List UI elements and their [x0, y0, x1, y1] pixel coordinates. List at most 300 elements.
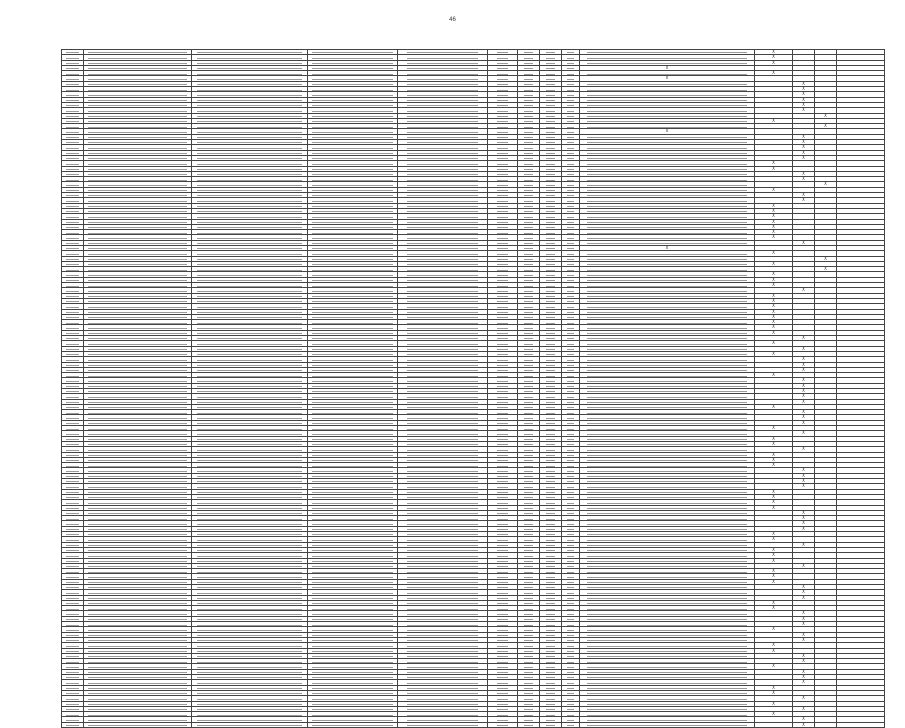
illegible-text: [587, 291, 747, 292]
illegible-text: [407, 164, 478, 165]
illegible-text: [312, 709, 394, 710]
illegible-text: [524, 137, 532, 138]
illegible-text: [66, 640, 79, 641]
illegible-text: [524, 153, 532, 154]
illegible-text: [66, 376, 79, 377]
illegible-text: [567, 534, 574, 535]
illegible-text: [497, 529, 509, 530]
illegible-text: [546, 222, 554, 223]
check-mark: X: [793, 595, 815, 600]
illegible-text: [587, 418, 747, 419]
illegible-text: [546, 264, 554, 265]
illegible-text: [88, 286, 186, 287]
illegible-text: [312, 397, 394, 398]
check-mark: X: [793, 87, 815, 92]
illegible-text: [587, 275, 747, 276]
illegible-text: [546, 328, 554, 329]
illegible-text: [197, 513, 303, 514]
illegible-text: [567, 333, 574, 334]
illegible-text: [524, 598, 532, 599]
illegible-text: [546, 238, 554, 239]
illegible-text: [587, 413, 747, 414]
illegible-text: [567, 587, 574, 588]
illegible-text: [407, 582, 478, 583]
illegible-text: [407, 211, 478, 212]
illegible-text: [407, 195, 478, 196]
illegible-text: [66, 227, 79, 228]
illegible-text: [88, 169, 186, 170]
illegible-text: [312, 693, 394, 694]
illegible-text: [524, 704, 532, 705]
illegible-text: [567, 725, 574, 726]
check-mark: X: [793, 473, 815, 478]
illegible-text: [88, 74, 186, 75]
illegible-text: [197, 407, 303, 408]
illegible-text: [407, 227, 478, 228]
check-mark: X: [755, 272, 793, 277]
illegible-text: [524, 413, 532, 414]
illegible-text: [88, 116, 186, 117]
illegible-text: [66, 174, 79, 175]
illegible-text: [524, 376, 532, 377]
illegible-text: [587, 254, 747, 255]
illegible-text: [567, 270, 574, 271]
illegible-text: [197, 466, 303, 467]
illegible-text: [567, 635, 574, 636]
illegible-text: [497, 132, 509, 133]
illegible-text: [197, 174, 303, 175]
illegible-text: [524, 677, 532, 678]
illegible-text: [587, 709, 747, 710]
illegible-text: [587, 667, 747, 668]
illegible-text: [587, 100, 747, 101]
illegible-text: [524, 84, 532, 85]
illegible-text: [197, 227, 303, 228]
check-mark: X: [793, 622, 815, 627]
illegible-text: [546, 280, 554, 281]
illegible-text: [546, 434, 554, 435]
illegible-text: [567, 444, 574, 445]
illegible-text: [587, 439, 747, 440]
illegible-text: [197, 275, 303, 276]
illegible-text: [407, 148, 478, 149]
illegible-text: [497, 540, 509, 541]
illegible-text: [497, 423, 509, 424]
illegible-text: [312, 227, 394, 228]
illegible-text: [88, 354, 186, 355]
illegible-text: [197, 492, 303, 493]
illegible-text: [587, 174, 747, 175]
illegible-text: [312, 704, 394, 705]
table-cell: [488, 722, 518, 727]
illegible-text: [567, 105, 574, 106]
illegible-text: [497, 174, 509, 175]
illegible-text: [66, 365, 79, 366]
illegible-text: [567, 58, 574, 59]
illegible-text: [567, 466, 574, 467]
illegible-text: [66, 275, 79, 276]
illegible-text: [524, 386, 532, 387]
illegible-text: [407, 672, 478, 673]
check-mark: X: [793, 680, 815, 685]
illegible-text: [497, 609, 509, 610]
illegible-text: [567, 386, 574, 387]
illegible-text: [567, 662, 574, 663]
illegible-text: [197, 201, 303, 202]
illegible-text: [546, 286, 554, 287]
illegible-text: [524, 243, 532, 244]
check-mark: X: [755, 463, 793, 468]
illegible-text: [312, 280, 394, 281]
illegible-text: [546, 566, 554, 567]
illegible-text: [497, 492, 509, 493]
illegible-text: [497, 646, 509, 647]
illegible-text: [407, 481, 478, 482]
illegible-text: [312, 391, 394, 392]
illegible-text: [587, 227, 747, 228]
illegible-text: [546, 439, 554, 440]
illegible-text: [197, 444, 303, 445]
illegible-text: [497, 328, 509, 329]
illegible-text: [497, 561, 509, 562]
illegible-text: [546, 481, 554, 482]
illegible-text: [312, 646, 394, 647]
illegible-text: [197, 630, 303, 631]
illegible-text: [567, 148, 574, 149]
illegible-text: [88, 222, 186, 223]
illegible-text: [524, 603, 532, 604]
illegible-text: [407, 127, 478, 128]
illegible-text: [312, 354, 394, 355]
illegible-text: [567, 63, 574, 64]
illegible-text: [312, 455, 394, 456]
illegible-text: [88, 323, 186, 324]
illegible-text: [407, 667, 478, 668]
illegible-text: [567, 206, 574, 207]
illegible-text: [524, 460, 532, 461]
illegible-text: [66, 630, 79, 631]
illegible-text: [567, 217, 574, 218]
illegible-text: [312, 407, 394, 408]
illegible-text: [407, 635, 478, 636]
check-mark: X: [793, 346, 815, 351]
illegible-text: [312, 195, 394, 196]
illegible-text: [524, 201, 532, 202]
illegible-text: [567, 381, 574, 382]
illegible-text: [312, 79, 394, 80]
illegible-text: [587, 121, 747, 122]
illegible-text: [197, 317, 303, 318]
illegible-text: [546, 397, 554, 398]
illegible-text: [66, 360, 79, 361]
illegible-text: [88, 550, 186, 551]
illegible-text: [88, 84, 186, 85]
illegible-text: [546, 513, 554, 514]
illegible-text: [312, 286, 394, 287]
table-cell: [562, 722, 580, 727]
illegible-text: [497, 598, 509, 599]
check-mark: X: [755, 314, 793, 319]
illegible-text: [524, 148, 532, 149]
illegible-text: [524, 95, 532, 96]
check-mark: X: [793, 542, 815, 547]
illegible-text: [546, 519, 554, 520]
illegible-text: [197, 439, 303, 440]
illegible-text: [546, 74, 554, 75]
illegible-text: [524, 709, 532, 710]
illegible-text: [524, 587, 532, 588]
illegible-text: [88, 704, 186, 705]
illegible-text: [88, 195, 186, 196]
illegible-text: [312, 715, 394, 716]
illegible-text: [524, 492, 532, 493]
illegible-text: [587, 492, 747, 493]
illegible-text: [546, 180, 554, 181]
illegible-text: [587, 95, 747, 96]
check-mark: X: [580, 76, 755, 81]
illegible-text: [88, 142, 186, 143]
illegible-text: [497, 74, 509, 75]
illegible-text: [587, 688, 747, 689]
illegible-text: [312, 349, 394, 350]
illegible-text: [524, 720, 532, 721]
check-mark: X: [755, 547, 793, 552]
illegible-text: [497, 625, 509, 626]
illegible-text: [312, 386, 394, 387]
illegible-text: [312, 439, 394, 440]
illegible-text: [197, 572, 303, 573]
illegible-text: [88, 529, 186, 530]
illegible-text: [567, 317, 574, 318]
illegible-text: [197, 603, 303, 604]
illegible-text: [567, 127, 574, 128]
illegible-text: [567, 90, 574, 91]
illegible-text: [312, 169, 394, 170]
illegible-text: [66, 84, 79, 85]
illegible-text: [197, 529, 303, 530]
illegible-text: [546, 349, 554, 350]
illegible-text: [66, 423, 79, 424]
illegible-text: [567, 95, 574, 96]
illegible-text: [497, 275, 509, 276]
illegible-text: [587, 127, 747, 128]
check-mark: X: [793, 669, 815, 674]
illegible-text: [587, 190, 747, 191]
illegible-text: [312, 190, 394, 191]
illegible-text: [567, 672, 574, 673]
illegible-text: [524, 370, 532, 371]
illegible-text: [66, 434, 79, 435]
check-mark: X: [793, 484, 815, 489]
illegible-text: [497, 307, 509, 308]
illegible-text: [197, 524, 303, 525]
illegible-text: [407, 121, 478, 122]
illegible-text: [88, 328, 186, 329]
illegible-text: [567, 142, 574, 143]
illegible-text: [407, 259, 478, 260]
illegible-text: [66, 158, 79, 159]
illegible-text: [312, 222, 394, 223]
illegible-text: [546, 190, 554, 191]
illegible-text: [88, 201, 186, 202]
illegible-text: [312, 598, 394, 599]
table-cell: [308, 722, 398, 727]
illegible-text: [567, 201, 574, 202]
illegible-text: [497, 211, 509, 212]
illegible-text: [88, 238, 186, 239]
illegible-text: [407, 402, 478, 403]
illegible-text: [524, 593, 532, 594]
illegible-text: [567, 222, 574, 223]
illegible-text: [567, 100, 574, 101]
illegible-text: [197, 354, 303, 355]
illegible-text: [567, 556, 574, 557]
illegible-text: [312, 640, 394, 641]
illegible-text: [312, 508, 394, 509]
check-mark: X: [755, 606, 793, 611]
illegible-text: [587, 180, 747, 181]
illegible-text: [66, 391, 79, 392]
illegible-text: [497, 476, 509, 477]
illegible-text: [407, 254, 478, 255]
illegible-text: [497, 227, 509, 228]
illegible-text: [524, 508, 532, 509]
illegible-text: [546, 662, 554, 663]
check-mark: X: [755, 351, 793, 356]
illegible-text: [587, 603, 747, 604]
illegible-text: [497, 142, 509, 143]
illegible-text: [587, 307, 747, 308]
illegible-text: [66, 476, 79, 477]
illegible-text: [407, 116, 478, 117]
check-mark: X: [755, 489, 793, 494]
illegible-text: [567, 275, 574, 276]
illegible-text: [546, 497, 554, 498]
illegible-text: [66, 667, 79, 668]
check-mark: X: [755, 330, 793, 335]
illegible-text: [88, 206, 186, 207]
illegible-text: [407, 132, 478, 133]
illegible-text: [197, 132, 303, 133]
illegible-text: [497, 349, 509, 350]
illegible-text: [88, 307, 186, 308]
illegible-text: [88, 137, 186, 138]
illegible-text: [497, 699, 509, 700]
illegible-text: [497, 630, 509, 631]
illegible-text: [587, 625, 747, 626]
illegible-text: [312, 153, 394, 154]
illegible-text: [407, 556, 478, 557]
illegible-text: [407, 243, 478, 244]
illegible-text: [546, 704, 554, 705]
illegible-text: [567, 402, 574, 403]
illegible-text: [497, 704, 509, 705]
illegible-text: [312, 497, 394, 498]
illegible-text: [312, 105, 394, 106]
illegible-text: [546, 323, 554, 324]
illegible-text: [312, 365, 394, 366]
illegible-text: [524, 487, 532, 488]
illegible-text: [312, 656, 394, 657]
illegible-text: [567, 195, 574, 196]
check-mark: X: [755, 643, 793, 648]
illegible-text: [197, 111, 303, 112]
illegible-text: [312, 487, 394, 488]
illegible-text: [88, 614, 186, 615]
illegible-text: [312, 132, 394, 133]
illegible-text: [497, 677, 509, 678]
check-mark: X: [755, 298, 793, 303]
illegible-text: [497, 672, 509, 673]
illegible-text: [407, 84, 478, 85]
illegible-text: [66, 185, 79, 186]
illegible-text: [567, 296, 574, 297]
illegible-text: [66, 587, 79, 588]
illegible-text: [88, 121, 186, 122]
check-mark: X: [755, 441, 793, 446]
illegible-text: [88, 254, 186, 255]
check-mark: X: [793, 706, 815, 711]
illegible-text: [546, 614, 554, 615]
illegible-text: [524, 195, 532, 196]
illegible-text: [88, 439, 186, 440]
illegible-text: [546, 169, 554, 170]
illegible-text: [197, 619, 303, 620]
illegible-text: [567, 132, 574, 133]
illegible-text: [567, 391, 574, 392]
check-mark: X: [793, 240, 815, 245]
illegible-text: [497, 312, 509, 313]
illegible-text: [312, 402, 394, 403]
check-mark: X: [755, 648, 793, 653]
illegible-text: [407, 450, 478, 451]
check-mark: X: [793, 97, 815, 102]
illegible-text: [66, 407, 79, 408]
illegible-text: [197, 540, 303, 541]
illegible-text: [587, 529, 747, 530]
illegible-text: [197, 68, 303, 69]
illegible-text: [587, 211, 747, 212]
illegible-text: [407, 270, 478, 271]
check-mark: X: [755, 325, 793, 330]
illegible-text: [407, 545, 478, 546]
illegible-text: [567, 429, 574, 430]
check-mark: X: [755, 627, 793, 632]
illegible-text: [407, 614, 478, 615]
illegible-text: [197, 566, 303, 567]
illegible-text: [88, 693, 186, 694]
illegible-text: [524, 63, 532, 64]
illegible-text: [66, 693, 79, 694]
illegible-text: [587, 466, 747, 467]
illegible-text: [66, 217, 79, 218]
illegible-text: [587, 693, 747, 694]
illegible-text: [88, 508, 186, 509]
illegible-text: [88, 365, 186, 366]
illegible-text: [312, 270, 394, 271]
illegible-text: [197, 286, 303, 287]
illegible-text: [524, 127, 532, 128]
illegible-text: [197, 217, 303, 218]
illegible-text: [587, 444, 747, 445]
check-mark: X: [793, 399, 815, 404]
illegible-text: [88, 217, 186, 218]
illegible-text: [524, 238, 532, 239]
illegible-text: [587, 545, 747, 546]
illegible-text: [312, 217, 394, 218]
illegible-text: [66, 450, 79, 451]
illegible-text: [567, 280, 574, 281]
